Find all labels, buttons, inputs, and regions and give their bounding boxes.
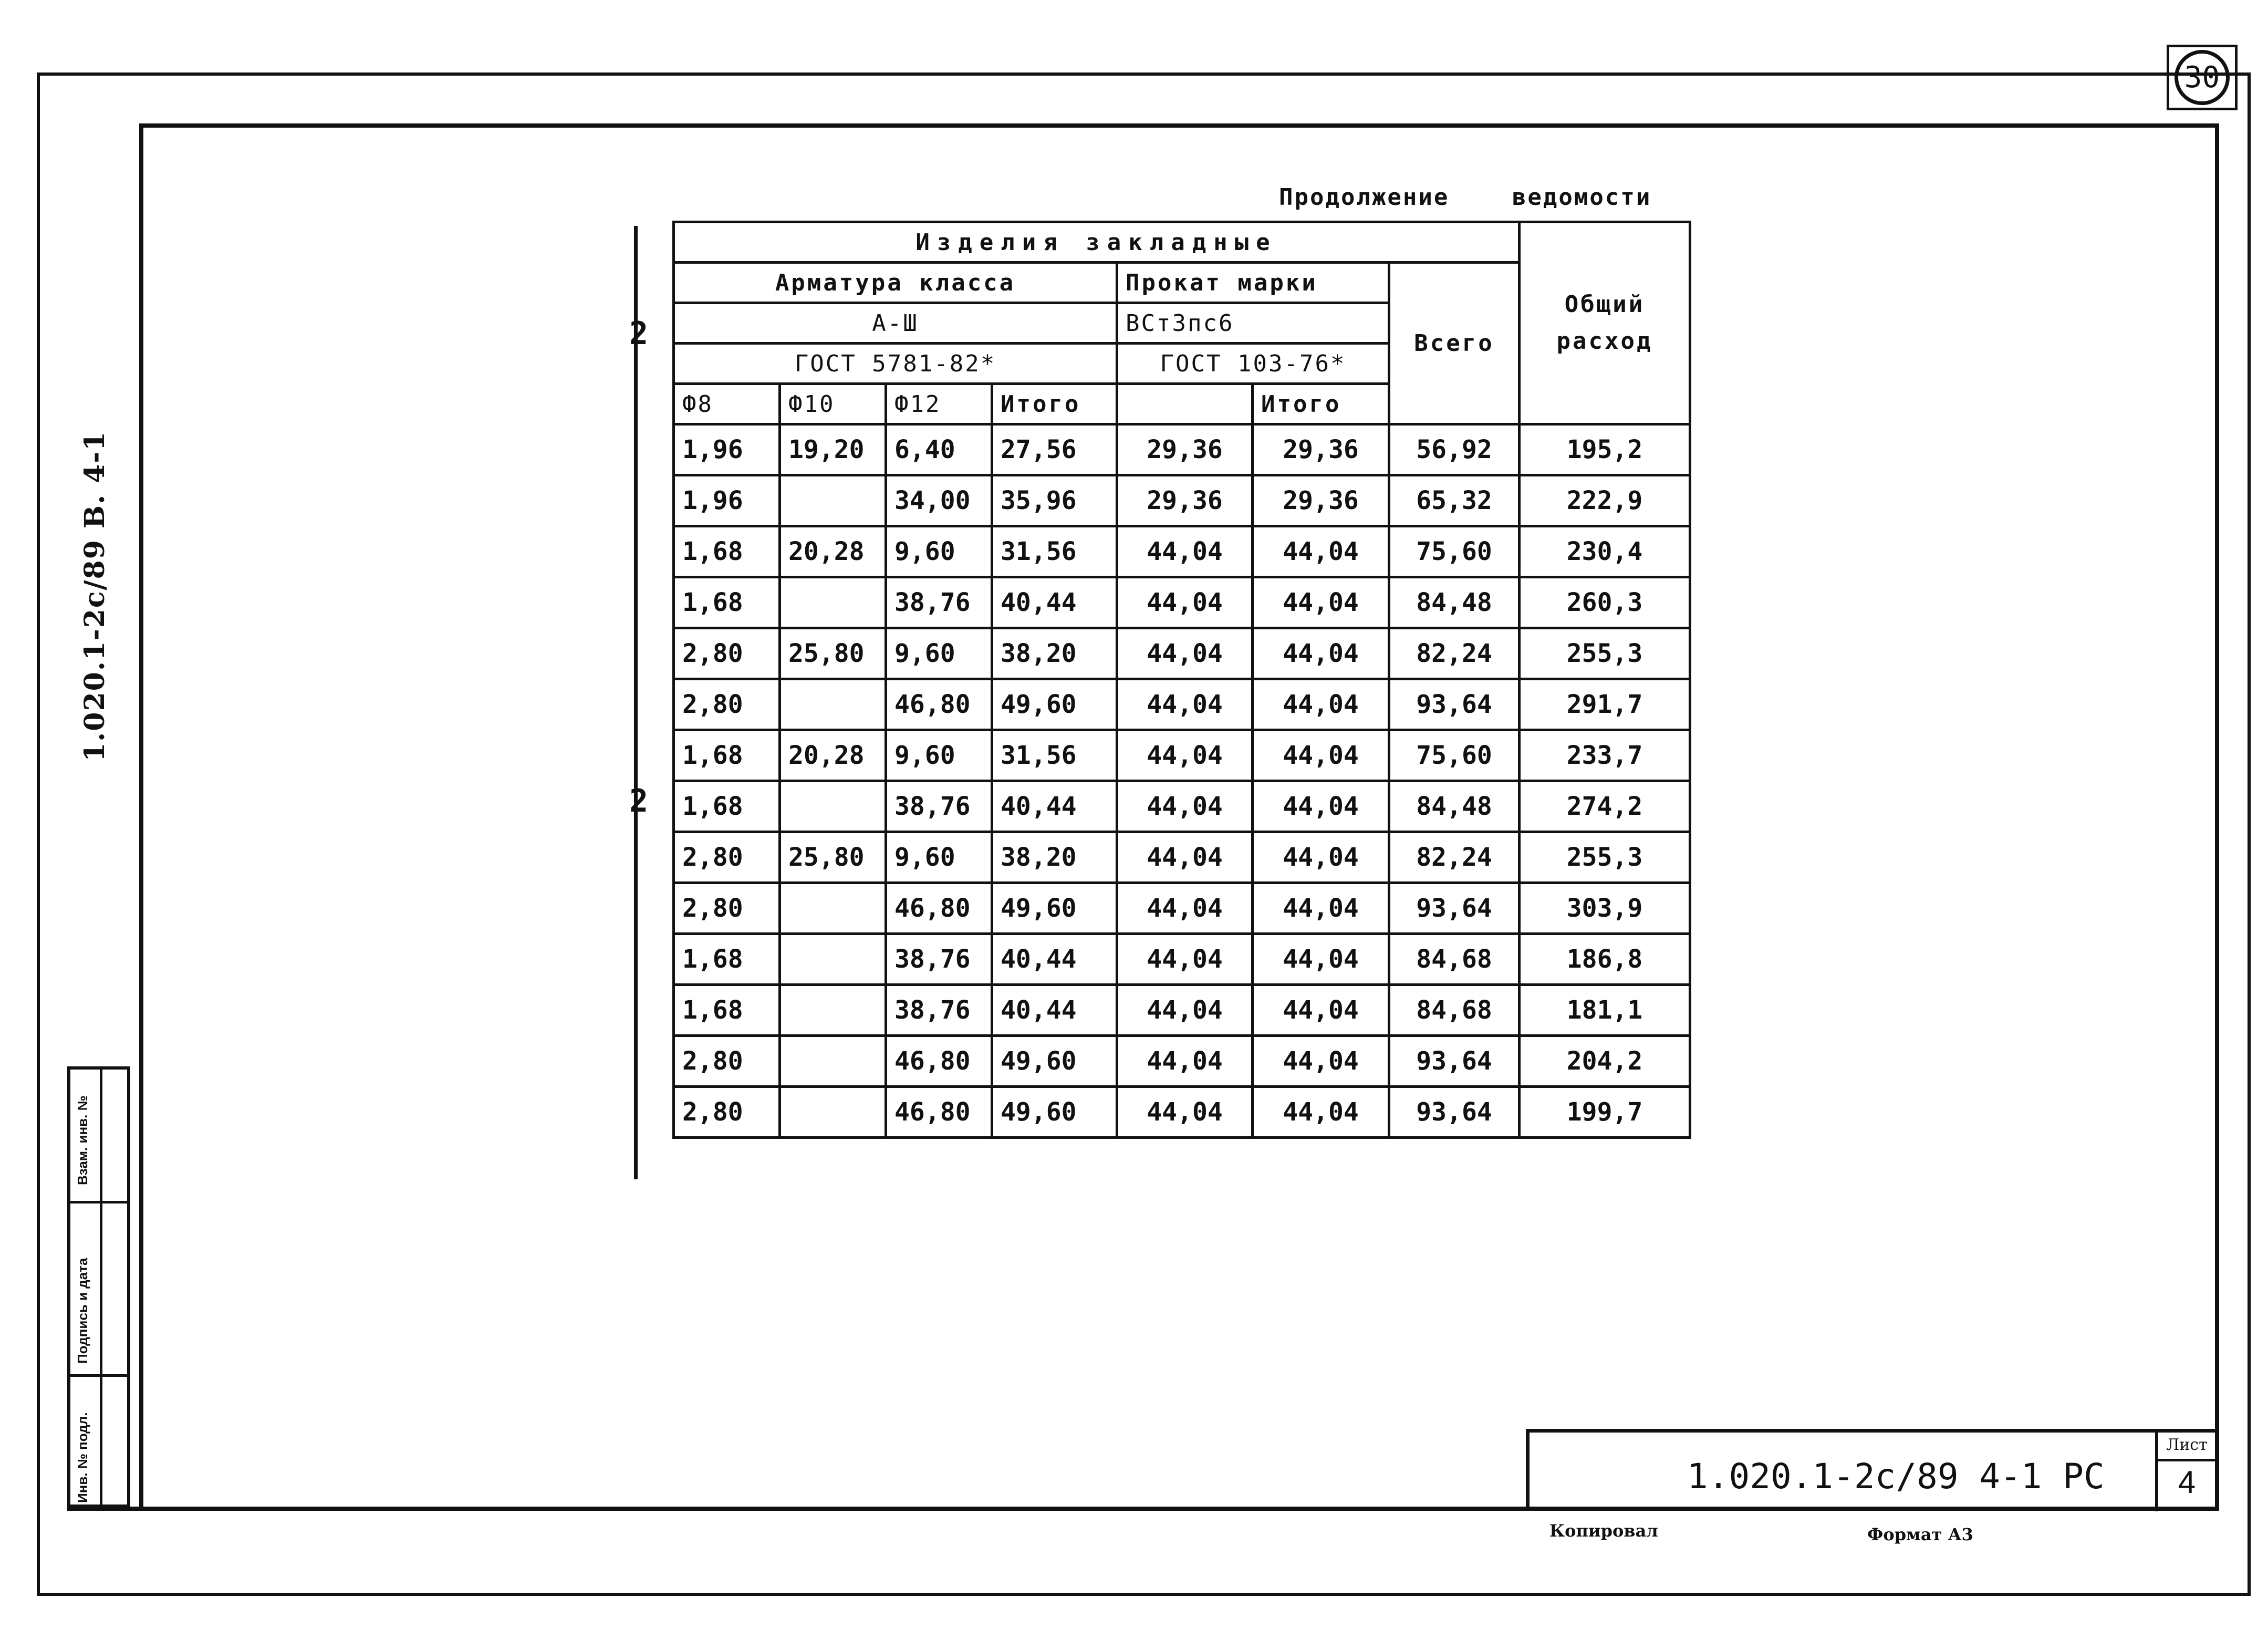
table-cell [780,475,886,526]
header-overall: Общий расход [1520,222,1690,424]
table-cell: 40,44 [992,934,1117,985]
table-cell: 1,68 [674,730,780,781]
table-cell: 29,36 [1253,475,1389,526]
table-cell: 255,3 [1520,628,1690,679]
table-cell: 44,04 [1253,679,1389,730]
table-cell: 93,64 [1389,1087,1520,1138]
table-cell [780,883,886,934]
table-cell: 2,80 [674,832,780,883]
table-cell: 2,80 [674,679,780,730]
header-rebar-gost: ГОСТ 5781-82* [674,344,1117,384]
table-cell: 2,80 [674,1036,780,1087]
header-rolled-gost: ГОСТ 103-76* [1117,344,1389,384]
table-cell: 181,1 [1520,985,1690,1036]
table-cell: 204,2 [1520,1036,1690,1087]
table-cell: 38,76 [886,985,992,1036]
table-cell: 46,80 [886,1087,992,1138]
table-cell: 9,60 [886,730,992,781]
table-cell: 40,44 [992,781,1117,832]
table-cell: 49,60 [992,883,1117,934]
table-cell: 44,04 [1253,730,1389,781]
header-rebar-class: А-Ш [674,303,1117,344]
table-cell: 6,40 [886,424,992,475]
table-cell: 31,56 [992,526,1117,577]
table-cell [780,1036,886,1087]
title-block [1526,1429,2219,1508]
table-cell: 44,04 [1253,832,1389,883]
side-document-code: 1.020.1-2с/89 В. 4-1 [79,430,111,762]
stamp-label-replace: Взам. инв. № [75,1095,90,1185]
header-total: Всего [1389,263,1520,424]
table-cell: 35,96 [992,475,1117,526]
heading-part2: ведомости [1512,184,1652,211]
table-cell: 93,64 [1389,679,1520,730]
table-cell: 84,48 [1389,577,1520,628]
header-col-rolled-blank [1117,384,1253,424]
table-cell: 44,04 [1253,985,1389,1036]
table-left-rule [634,226,638,1179]
table-cell: 49,60 [992,1036,1117,1087]
table-cell: 29,36 [1117,424,1253,475]
table-cell [780,679,886,730]
table-row [674,577,1690,628]
table-cell: 38,20 [992,628,1117,679]
tick-mark: 2 [629,783,649,819]
table-row [674,832,1690,883]
table-cell: 19,20 [780,424,886,475]
table-cell: 1,68 [674,934,780,985]
table-cell: 49,60 [992,679,1117,730]
table-row [674,883,1690,934]
table-row [674,781,1690,832]
table-row [674,1087,1690,1138]
embedded-parts-table [672,221,1691,1139]
table-cell: 38,76 [886,577,992,628]
table-cell: 44,04 [1253,526,1389,577]
table-cell: 82,24 [1389,832,1520,883]
table-cell: 31,56 [992,730,1117,781]
table-row [674,424,1690,475]
table-cell: 199,7 [1520,1087,1690,1138]
document-code: 1.020.1-2с/89 4-1 РС [1687,1456,2105,1497]
header-col-d12: Ф12 [886,384,992,424]
table-cell: 44,04 [1117,577,1253,628]
tick-mark: 2 [629,315,649,352]
header-col-d10: Ф10 [780,384,886,424]
table-cell: 44,04 [1117,985,1253,1036]
table-cell: 2,80 [674,1087,780,1138]
table-cell: 84,68 [1389,934,1520,985]
table-cell: 2,80 [674,628,780,679]
stamp-column-divider [100,1070,102,1505]
header-col-subtotal: Итого [992,384,1117,424]
table-cell: 25,80 [780,832,886,883]
table-cell: 44,04 [1253,577,1389,628]
table-cell: 46,80 [886,883,992,934]
sheet-value: 4 [2178,1465,2196,1500]
table-cell: 84,68 [1389,985,1520,1036]
table-cell: 9,60 [886,526,992,577]
table-row [674,628,1690,679]
table-cell: 34,00 [886,475,992,526]
stamp-label-signature: Подпись и дата [75,1258,90,1364]
table-cell: 9,60 [886,628,992,679]
table-cell: 46,80 [886,679,992,730]
stamp-divider [70,1201,127,1203]
header-rebar-title: Арматура класса [674,263,1117,303]
table-cell: 1,96 [674,475,780,526]
table-cell: 56,92 [1389,424,1520,475]
table-cell: 44,04 [1117,883,1253,934]
table-cell: 1,68 [674,781,780,832]
sheet-label: Лист [2158,1433,2215,1461]
table-cell: 260,3 [1520,577,1690,628]
page-heading [1279,184,1651,211]
table-cell: 255,3 [1520,832,1690,883]
header-col-rolled-subtotal: Итого [1253,384,1389,424]
table-cell: 93,64 [1389,1036,1520,1087]
table-cell: 44,04 [1253,883,1389,934]
table-cell: 44,04 [1253,1036,1389,1087]
table-row [674,730,1690,781]
table-cell: 222,9 [1520,475,1690,526]
table-cell: 29,36 [1253,424,1389,475]
table-body [674,424,1690,1138]
footer-format: Формат А3 [1867,1524,1973,1544]
table-cell: 230,4 [1520,526,1690,577]
table-row [674,475,1690,526]
table-cell: 27,56 [992,424,1117,475]
table-cell [780,577,886,628]
header-col-d8: Ф8 [674,384,780,424]
table-cell: 20,28 [780,526,886,577]
table-cell: 75,60 [1389,730,1520,781]
table-cell: 44,04 [1117,730,1253,781]
table-cell: 44,04 [1117,832,1253,883]
table-cell: 233,7 [1520,730,1690,781]
table-cell: 274,2 [1520,781,1690,832]
table-cell: 49,60 [992,1087,1117,1138]
table-row [674,934,1690,985]
table-cell: 84,48 [1389,781,1520,832]
stamp-label-inv: Инв. № подл. [75,1412,90,1503]
table-cell: 1,68 [674,526,780,577]
stamp-divider [70,1374,127,1377]
header-rolled-grade: ВСт3пс6 [1117,303,1389,344]
table-row [674,679,1690,730]
table-cell: 38,76 [886,934,992,985]
table-cell: 44,04 [1253,934,1389,985]
table-cell [780,781,886,832]
table-cell: 303,9 [1520,883,1690,934]
heading-part1: Продолжение [1279,184,1450,211]
table-cell: 1,96 [674,424,780,475]
table-cell: 75,60 [1389,526,1520,577]
table-cell: 29,36 [1117,475,1253,526]
table-cell: 44,04 [1117,1036,1253,1087]
table-cell: 38,20 [992,832,1117,883]
left-stamp [67,1066,130,1508]
table-cell [780,934,886,985]
header-group-title: Изделия закладные [674,222,1520,263]
table-cell: 65,32 [1389,475,1520,526]
table-cell: 9,60 [886,832,992,883]
table-cell: 44,04 [1253,781,1389,832]
table-cell: 186,8 [1520,934,1690,985]
table-cell: 93,64 [1389,883,1520,934]
table-cell: 291,7 [1520,679,1690,730]
table-cell: 44,04 [1117,628,1253,679]
table-cell: 44,04 [1117,934,1253,985]
table-cell: 44,04 [1117,1087,1253,1138]
table-cell: 40,44 [992,985,1117,1036]
table-row [674,985,1690,1036]
table-cell: 44,04 [1117,679,1253,730]
table-cell: 195,2 [1520,424,1690,475]
table-cell: 1,68 [674,577,780,628]
sheet-cell [2155,1433,2215,1511]
table-cell: 44,04 [1117,526,1253,577]
sheet-badge: 30 [2175,50,2230,105]
table-cell: 44,04 [1253,1087,1389,1138]
table-cell: 38,76 [886,781,992,832]
footer-copied: Копировал [1549,1521,1658,1541]
table-cell: 20,28 [780,730,886,781]
table-cell: 46,80 [886,1036,992,1087]
table-cell: 44,04 [1117,781,1253,832]
table-row [674,1036,1690,1087]
header-rolled-title: Прокат марки [1117,263,1389,303]
table-row [674,526,1690,577]
table-cell: 82,24 [1389,628,1520,679]
table-cell [780,985,886,1036]
table-cell [780,1087,886,1138]
table-cell: 2,80 [674,883,780,934]
table-cell: 25,80 [780,628,886,679]
table-cell: 1,68 [674,985,780,1036]
table-cell: 44,04 [1253,628,1389,679]
table-cell: 40,44 [992,577,1117,628]
